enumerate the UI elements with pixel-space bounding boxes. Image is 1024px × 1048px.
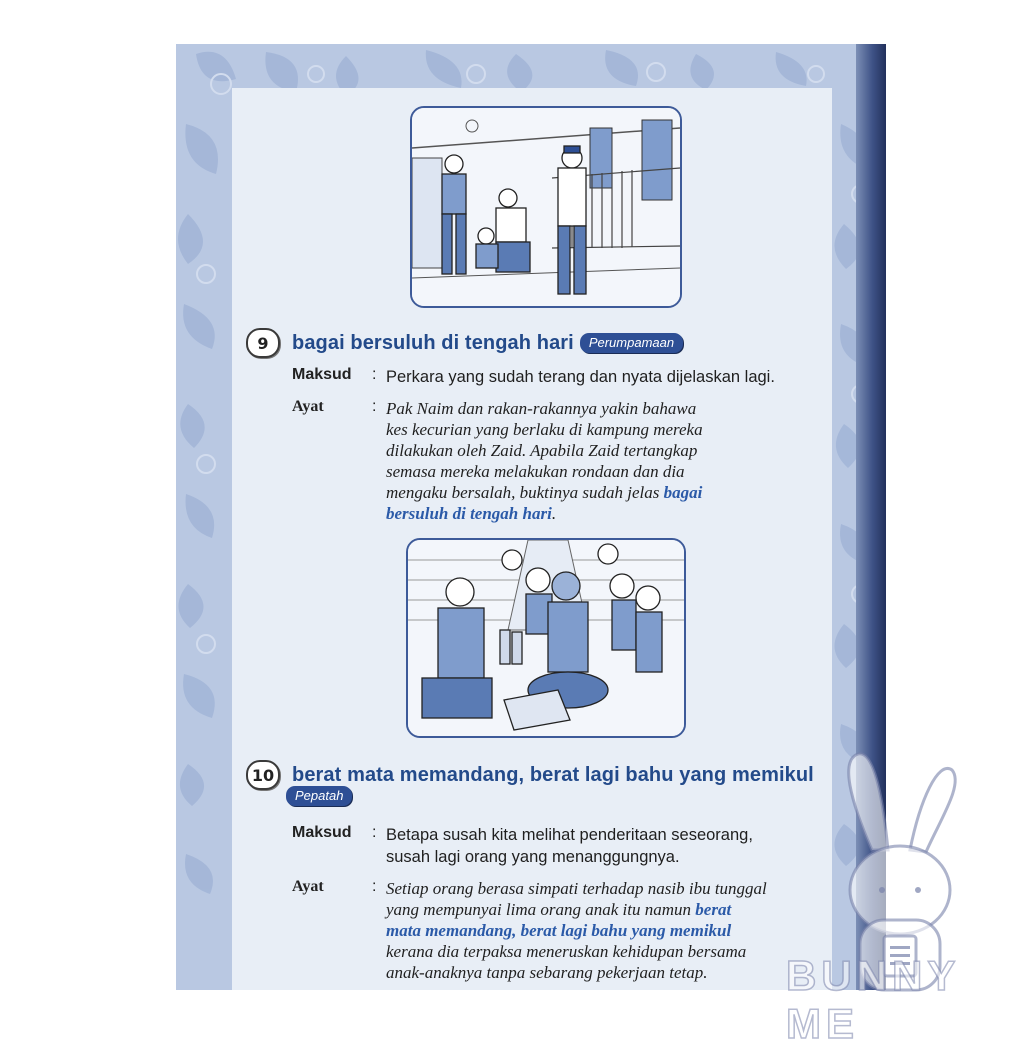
ayat-line: dilakukan oleh Zaid. Apabila Zaid tertangkap [386, 441, 698, 460]
maksud-line: susah lagi orang yang menanggungnya. [386, 848, 680, 866]
maksud-line: Betapa susah kita melihat penderitaan seseorang, [386, 826, 753, 844]
ayat-line [386, 503, 703, 524]
maksud-text: Perkara yang sudah terang dan nyata dijelaskan lagi. [386, 368, 775, 386]
ayat-line: kes kecurian yang berlaku di kampung mereka [386, 420, 703, 439]
ayat-line [386, 482, 703, 503]
idiom-type-tag: Pepatah [286, 786, 352, 806]
colon: : [372, 366, 377, 383]
ayat-text [386, 878, 767, 983]
ayat-line [386, 899, 767, 920]
entry-9-header [246, 328, 683, 358]
entry-9-ayat-row [292, 398, 703, 524]
ayat-label: Ayat [292, 398, 324, 415]
ayat-line-text: mengaku bersalah, buktinya sudah jelas [386, 483, 664, 502]
ayat-text [386, 398, 703, 524]
ayat-line: anak-anaknya tanpa sebarang pekerjaan tetap. [386, 963, 708, 982]
entry-number-badge: 9 [246, 328, 280, 358]
watermark-text: BUNNY ME [786, 952, 960, 1047]
colon: : [372, 398, 377, 415]
ayat-line [386, 920, 767, 941]
ayat-label: Ayat [292, 878, 324, 895]
idiom-highlight: berat [695, 900, 732, 919]
entry-9-maksud-row [292, 366, 775, 388]
ayat-line-text: yang mempunyai lima orang anak itu namun [386, 900, 696, 919]
idiom-type-tag: Perumpamaan [580, 333, 683, 353]
idiom-title: berat mata memandang, berat lagi bahu yang memikul [292, 763, 814, 786]
entry-number-badge: 10 [246, 760, 280, 790]
ayat-line-text: . [551, 504, 557, 523]
ayat-line: Pak Naim dan rakan-rakannya yakin bahawa [386, 399, 697, 418]
ayat-line: Setiap orang berasa simpati terhadap nasib ibu tunggal [386, 879, 767, 898]
idiom-highlight: bersuluh di tengah hari [386, 504, 552, 523]
colon: : [372, 824, 377, 841]
ayat-line: kerana dia terpaksa meneruskan kehidupan bersama [386, 942, 747, 961]
idiom-highlight: bagai [663, 483, 703, 502]
illustration-school-scene [410, 106, 682, 308]
maksud-label: Maksud [292, 366, 352, 383]
idiom-highlight: mata memandang, berat lagi bahu yang memikul [386, 921, 732, 940]
maksud-label: Maksud [292, 824, 352, 841]
ayat-line: semasa mereka melakukan rondaan dan dia [386, 462, 685, 481]
illustration-family-scene [406, 538, 686, 738]
idiom-title: bagai bersuluh di tengah hari [292, 331, 574, 354]
entry-10-type-row [286, 786, 352, 806]
maksud-text [386, 824, 753, 868]
entry-10-ayat-row [292, 878, 767, 983]
colon: : [372, 878, 377, 895]
entry-10-maksud-row [292, 824, 753, 868]
